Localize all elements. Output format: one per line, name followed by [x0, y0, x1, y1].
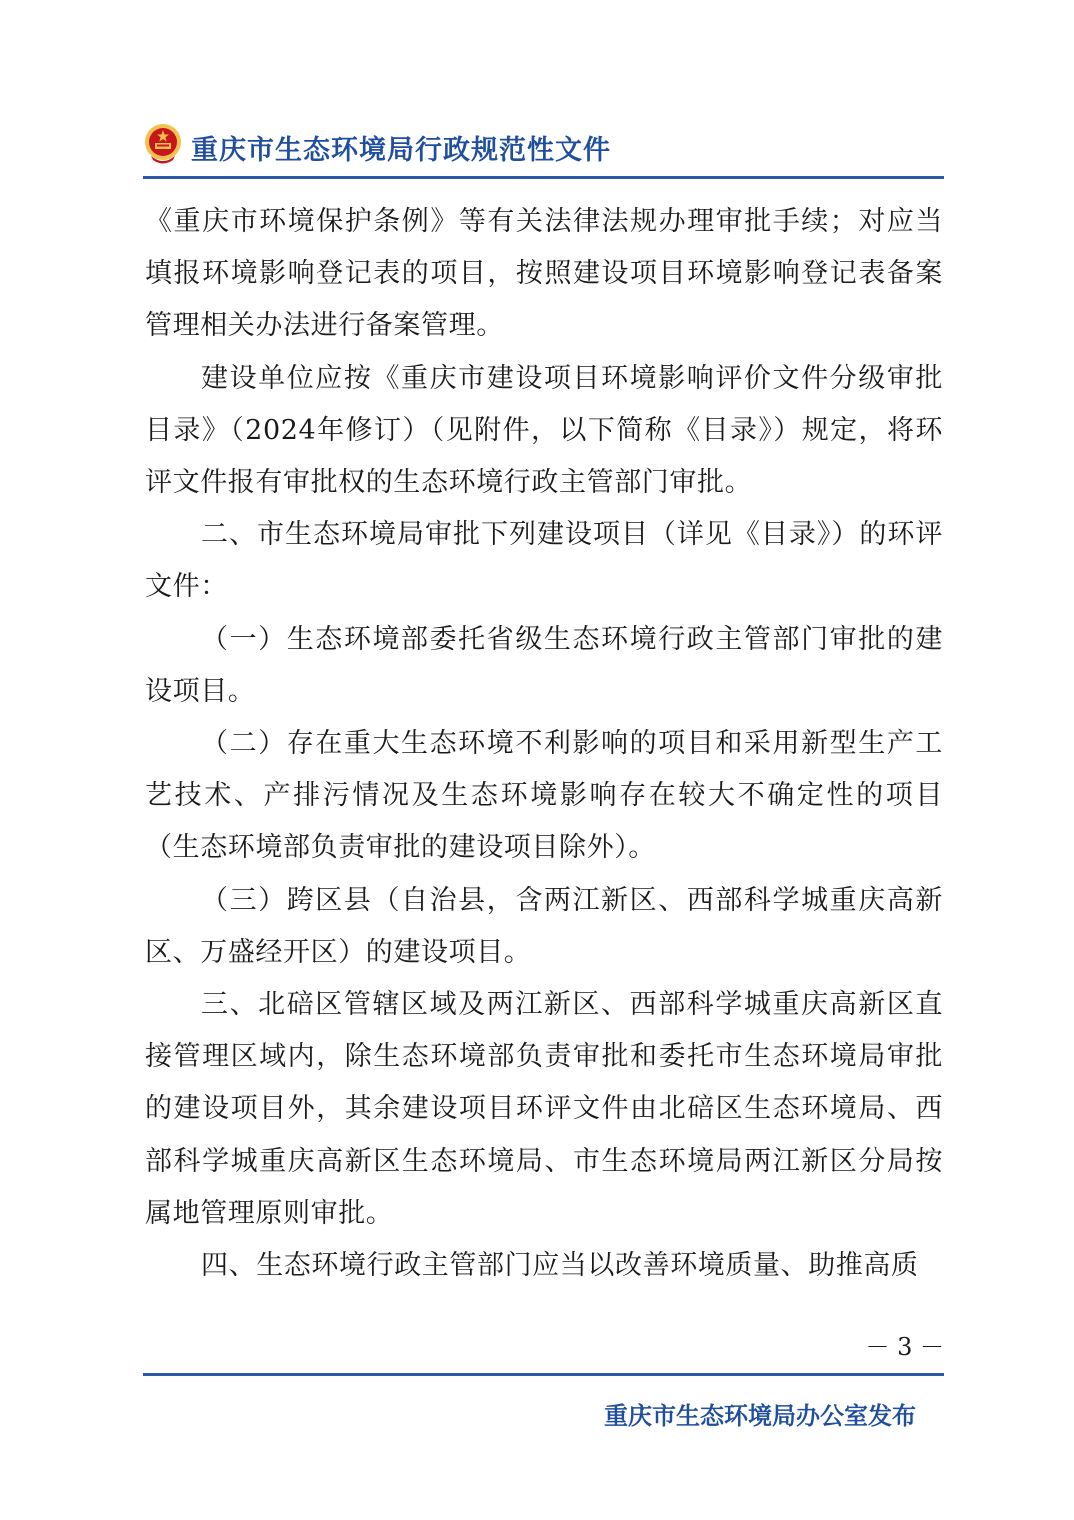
paragraph-section-two: 二、市生态环境局审批下列建设项目（详见《目录》）的环评文件：	[145, 519, 943, 603]
header-title: 重庆市生态环境局行政规范性文件	[191, 135, 611, 166]
paragraph-construction-unit: 建设单位应按《重庆市建设项目环境影响评价文件分级审批目录》（2024年修订）（见附件，以下简称《目录》）规定，将环评文件报有审批权的生态环境行政主管部门审批。	[145, 362, 943, 499]
paragraph-item-two: （二）存在重大生态环境不利影响的项目和采用新型生产工艺技术、产排污情况及生态环境影响存在较大不确定性的项目（生态环境部负责审批的建设项目除外）。	[145, 728, 943, 864]
document-header	[143, 118, 943, 174]
paragraph-item-one: （一）生态环境部委托省级生态环境行政主管部门审批的建设项目。	[145, 623, 943, 707]
paragraph-section-four: 四、生态环境行政主管部门应当以改善环境质量、助推高质	[201, 1250, 919, 1282]
footer-publisher: 重庆市生态环境局办公室发布	[604, 1402, 916, 1430]
national-emblem-icon	[143, 122, 183, 166]
footer-divider	[143, 1373, 944, 1376]
page-number: － 3 －	[865, 1333, 944, 1361]
header-divider	[143, 176, 944, 179]
paragraph-section-three: 三、北碚区管辖区域及两江新区、西部科学城重庆高新区直接管理区域内，除生态环境部负责审批和委托市生态环境局审批的建设项目外，其余建设项目环评文件由北碚区生态环境局、西部科学城重庆高新区生态环境局、市生态环境局两江新区分局按属地管理原则审批。	[145, 989, 943, 1229]
paragraph-continuation: 《重庆市环境保护条例》等有关法律法规办理审批手续；对应当填报环境影响登记表的项目，按照建设项目环境影响登记表备案管理相关办法进行备案管理。	[145, 206, 943, 342]
document-body	[145, 196, 943, 1292]
paragraph-item-three: （三）跨区县（自治县，含两江新区、西部科学城重庆高新区、万盛经开区）的建设项目。	[145, 884, 943, 968]
